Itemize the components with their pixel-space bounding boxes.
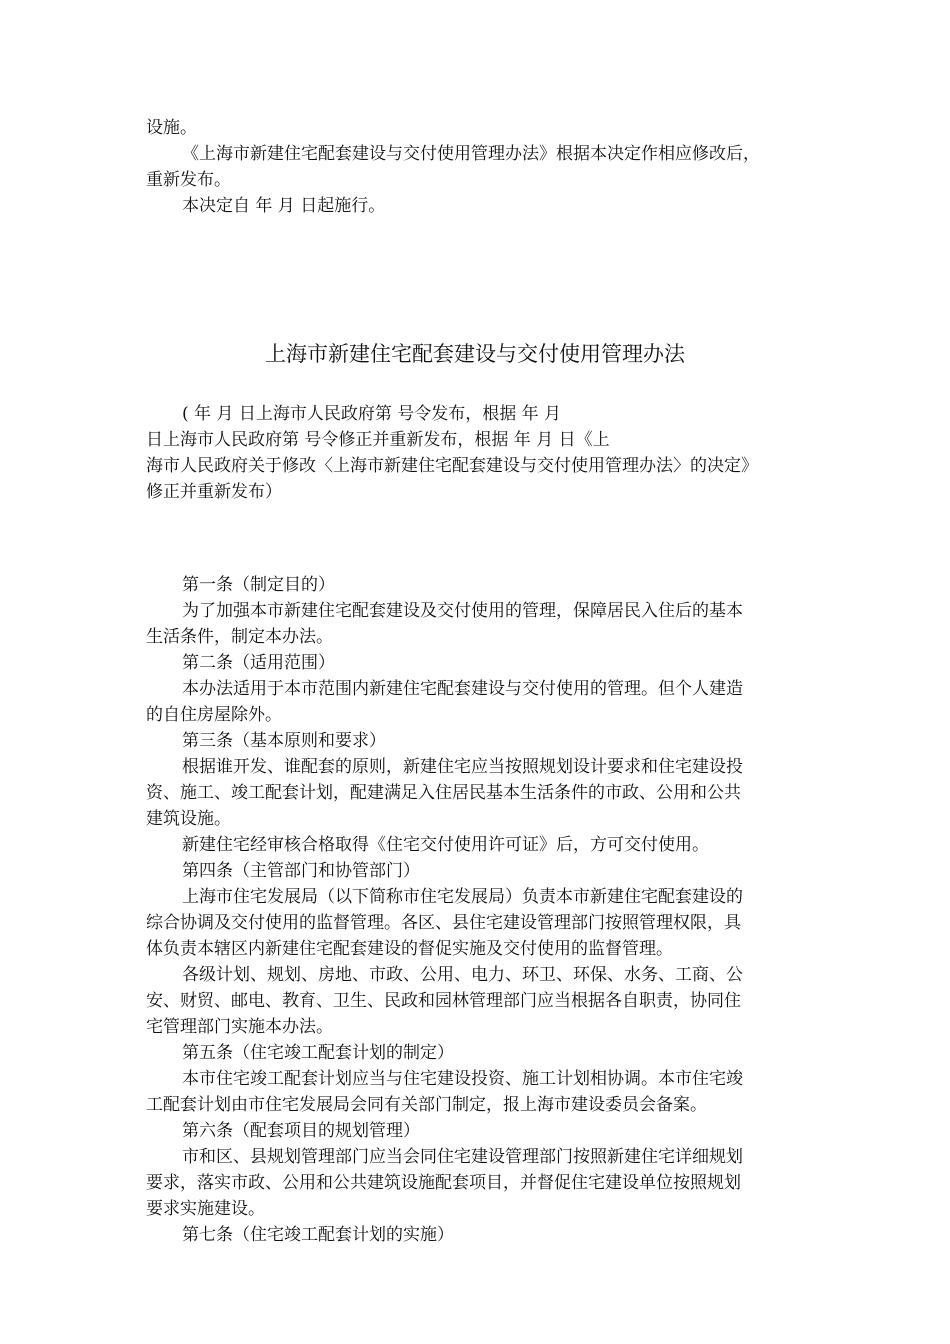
article-text: 为了加强本市新建住宅配套建设及交付使用的管理，保障居民入住后的基本 xyxy=(182,601,743,621)
article-text: 安、财贸、邮电、教育、卫生、民政和园林管理部门应当根据各自职责，协同住 xyxy=(146,991,741,1011)
article-text: 工配套计划由市住宅发展局会同有关部门制定，报上海市建设委员会备案。 xyxy=(146,1095,707,1115)
article-text: 综合协调及交付使用的监督管理。各区、县住宅建设管理部门按照管理权限，具 xyxy=(146,913,741,933)
preamble-line: ( 年 月 日上海市人民政府第 号令发布，根据 年 月 xyxy=(182,404,562,424)
article-heading: 第六条（配套项目的规划管理） xyxy=(182,1121,420,1141)
preamble-line: 修正并重新发布） xyxy=(146,482,282,502)
top-line: 重新发布。 xyxy=(146,170,231,190)
top-line: 本决定自 年 月 日起施行。 xyxy=(182,196,386,216)
article-text: 各级计划、规划、房地、市政、公用、电力、环卫、环保、水务、工商、公 xyxy=(182,965,743,985)
article-text: 建筑设施。 xyxy=(146,809,231,829)
article-text: 本办法适用于本市范围内新建住宅配套建设与交付使用的管理。但个人建造 xyxy=(182,679,743,699)
preamble-line: 日上海市人民政府第 号令修正并重新发布，根据 年 月 日《上 xyxy=(146,430,610,450)
article-text: 体负责本辖区内新建住宅配套建设的督促实施及交付使用的监督管理。 xyxy=(146,939,673,959)
article-text: 生活条件，制定本办法。 xyxy=(146,627,333,647)
article-heading: 第三条（基本原则和要求） xyxy=(182,731,386,751)
articles xyxy=(146,572,806,1248)
article-heading: 第七条（住宅竣工配套计划的实施） xyxy=(182,1225,454,1245)
article-text: 的自住房屋除外。 xyxy=(146,705,282,725)
article-text: 要求实施建设。 xyxy=(146,1199,265,1219)
article-text: 本市住宅竣工配套计划应当与住宅建设投资、施工计划相协调。本市住宅竣 xyxy=(182,1069,743,1089)
article-text: 上海市住宅发展局（以下简称市住宅发展局）负责本市新建住宅配套建设的 xyxy=(182,887,743,907)
top-line: 设施。 xyxy=(146,118,197,138)
article-text: 资、施工、竣工配套计划，配建满足入住居民基本生活条件的市政、公用和公共 xyxy=(146,783,741,803)
top-section xyxy=(146,115,806,219)
article-text: 宅管理部门实施本办法。 xyxy=(146,1017,333,1037)
article-text: 根据谁开发、谁配套的原则，新建住宅应当按照规划设计要求和住宅建设投 xyxy=(182,757,743,777)
article-heading: 第二条（适用范围） xyxy=(182,653,335,673)
article-text: 要求，落实市政、公用和公共建筑设施配套项目，并督促住宅建设单位按照规划 xyxy=(146,1173,741,1193)
article-heading: 第五条（住宅竣工配套计划的制定） xyxy=(182,1043,454,1063)
article-heading: 第四条（主管部门和协管部门） xyxy=(182,861,420,881)
document-title: 上海市新建住宅配套建设与交付使用管理办法 xyxy=(265,342,685,366)
article-text: 新建住宅经审核合格取得《住宅交付使用许可证》后，方可交付使用。 xyxy=(182,835,709,855)
article-text: 市和区、县规划管理部门应当会同住宅建设管理部门按照新建住宅详细规划 xyxy=(182,1147,743,1167)
article-heading: 第一条（制定目的） xyxy=(182,575,335,595)
top-line: 《上海市新建住宅配套建设与交付使用管理办法》根据本决定作相应修改后， xyxy=(182,144,760,164)
preamble-line: 海市人民政府关于修改〈上海市新建住宅配套建设与交付使用管理办法〉的决定》 xyxy=(146,456,758,476)
preamble xyxy=(146,401,806,505)
